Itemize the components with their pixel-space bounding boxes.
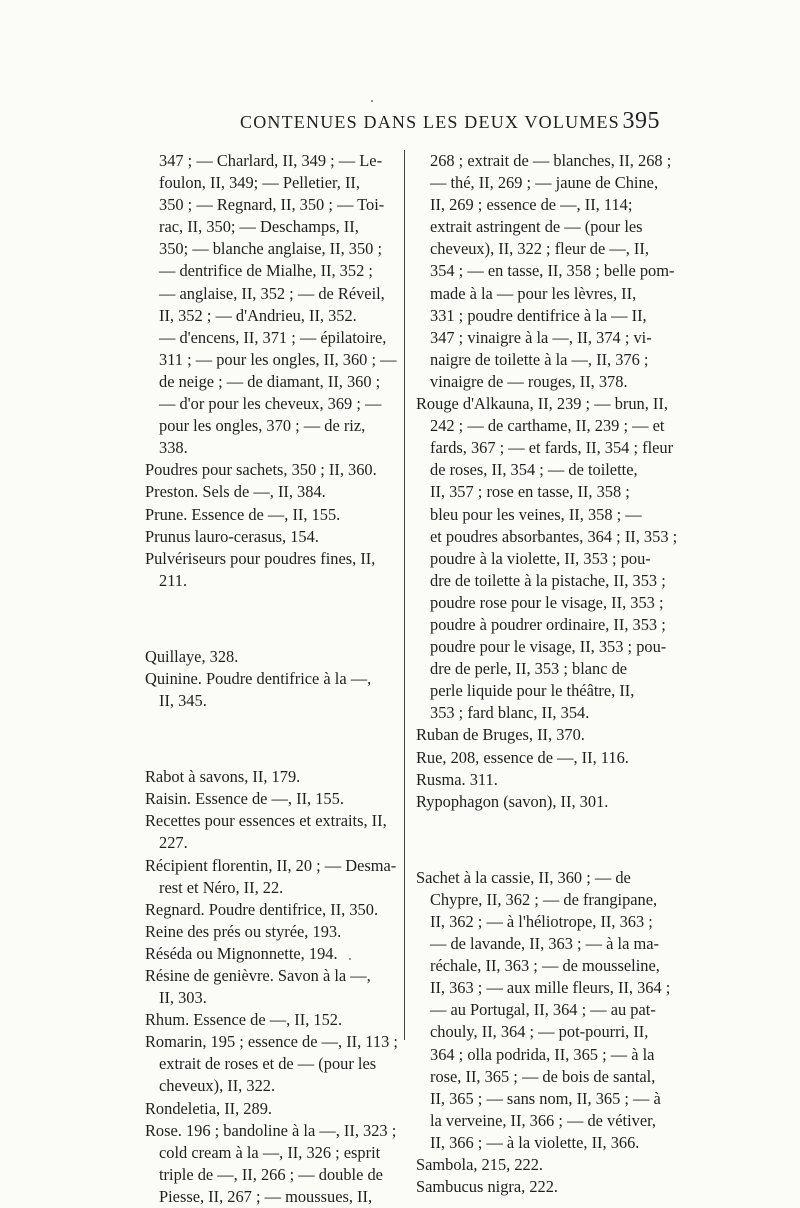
right-index-line: Rypophagon (savon), II, 301. — [416, 791, 609, 811]
right-index-line: Chypre, II, 362 ; — de frangipane, — [430, 889, 658, 909]
right-index-line: Rue, 208, essence de —, II, 116. — [416, 747, 629, 767]
left-index-line: Pulvériseurs pour poudres fines, II, — [145, 548, 376, 568]
left-index-line: 227. — [159, 833, 188, 853]
left-index-line: rest et Néro, II, 22. — [159, 877, 284, 897]
right-index-line: extrait astringent de — (pour les — [430, 217, 643, 237]
right-index-line: Rusma. 311. — [416, 769, 498, 789]
right-index-line: cheveux), II, 322 ; fleur de —, II, — [430, 239, 649, 259]
left-index-line: Piesse, II, 267 ; — moussues, II, — [159, 1186, 373, 1206]
page-number: 395 — [622, 108, 660, 134]
left-index-line: Rabot à savons, II, 179. — [145, 767, 301, 787]
left-index-line: 347 ; — Charlard, II, 349 ; — Le- — [159, 151, 383, 170]
left-index-line: — anglaise, II, 352 ; — de Réveil, — [159, 283, 385, 303]
left-index-line: Rhum. Essence de —, II, 152. — [145, 1010, 343, 1030]
right-index-line: 353 ; fard blanc, II, 354. — [430, 703, 590, 723]
left-index-line: II, 352 ; — d'Andrieu, II, 352. — [159, 305, 357, 325]
right-index-line: — de lavande, II, 363 ; — à la ma- — [430, 934, 659, 954]
left-index-line: — dentrifice de Mialhe, II, 352 ; — [159, 261, 373, 281]
left-index-line: Preston. Sels de —, II, 384. — [145, 482, 326, 502]
right-index-line: dre de toilette à la pistache, II, 353 ; — [430, 570, 666, 590]
left-index-line: II, 345. — [159, 691, 207, 711]
left-index-line: Reine des prés ou styrée, 193. — [145, 921, 342, 941]
right-index-line: bleu pour les veines, II, 358 ; — — [430, 504, 642, 524]
print-speck — [349, 958, 351, 960]
right-index-line: naigre de toilette à la —, II, 376 ; — [430, 349, 649, 369]
right-index-line: 354 ; — en tasse, II, 358 ; belle pom- — [430, 261, 675, 281]
section-gap — [145, 712, 393, 766]
section-gap — [145, 592, 393, 646]
left-index-line: Recettes pour essences et extraits, II, — [145, 811, 387, 831]
left-index-line: Raisin. Essence de —, II, 155. — [145, 789, 344, 809]
right-index-line: perle liquide pour le théâtre, II, — [430, 681, 635, 701]
left-index-column — [145, 150, 398, 1208]
left-index-line: Prune. Essence de —, II, 155. — [145, 504, 341, 524]
header-title: CONTENUES DANS LES DEUX VOLUMES — [240, 112, 620, 132]
left-index-line: triple de —, II, 266 ; — double de — [159, 1164, 383, 1184]
right-index-line: rose, II, 365 ; — de bois de santal, — [430, 1066, 656, 1086]
right-index-line: réchale, II, 363 ; — de mousseline, — [430, 956, 660, 976]
left-index-line: 338. — [159, 438, 188, 458]
left-index-line: Poudres pour sachets, 350 ; II, 360. — [145, 460, 377, 480]
left-index-line: 350 ; — Regnard, II, 350 ; — Toi- — [159, 195, 385, 215]
right-index-line: chouly, II, 364 ; — pot-pourri, II, — [430, 1022, 649, 1042]
right-index-line: — au Portugal, II, 364 ; — au pat- — [430, 1000, 656, 1020]
right-index-line: II, 269 ; essence de —, II, 114; — [430, 195, 633, 215]
left-index-line: 211. — [159, 570, 188, 590]
right-index-line: 347 ; vinaigre à la —, II, 374 ; vi- — [430, 327, 652, 347]
right-index-line: Sachet à la cassie, II, 360 ; — de — [416, 867, 631, 887]
right-index-line: poudre à poudrer ordinaire, II, 353 ; — [430, 614, 666, 634]
left-index-line: Regnard. Poudre dentifrice, II, 350. — [145, 899, 379, 919]
left-index-line: II, 303. — [159, 988, 207, 1008]
right-index-line: de roses, II, 354 ; — de toilette, — [430, 460, 638, 480]
right-index-line: II, 365 ; — sans nom, II, 365 ; — à — [430, 1088, 661, 1108]
left-index-line: Résine de genièvre. Savon à la —, — [145, 966, 371, 985]
left-index-line: 311 ; — pour les ongles, II, 360 ; — — [159, 349, 397, 369]
right-index-line: poudre à la violette, II, 353 ; pou- — [430, 548, 651, 568]
left-index-line: Réséda ou Mignonnette, 194. — [145, 943, 338, 963]
right-index-line: II, 362 ; — à l'héliotrope, II, 363 ; — [430, 912, 653, 931]
right-index-line: Ruban de Bruges, II, 370. — [416, 725, 585, 745]
right-index-line: 364 ; olla podrida, II, 365 ; — à la — [430, 1044, 655, 1064]
right-index-line: Sambucus nigra, 222. — [416, 1177, 559, 1197]
left-index-line: cold cream à la —, II, 326 ; esprit — [159, 1142, 381, 1162]
left-index-line: Quillaye, 328. — [145, 646, 239, 666]
left-index-line: cheveux), II, 322. — [159, 1076, 276, 1096]
left-index-line: 350; — blanche anglaise, II, 350 ; — [159, 239, 383, 259]
left-index-line: Rondeletia, II, 289. — [145, 1098, 272, 1118]
column-divider — [404, 150, 405, 1040]
section-gap — [416, 813, 668, 867]
left-index-line: Récipient florentin, II, 20 ; — Desma- — [145, 855, 397, 875]
left-index-line: rac, II, 350; — Deschamps, II, — [159, 217, 359, 237]
right-index-line: poudre pour le visage, II, 353 ; pou- — [430, 637, 667, 657]
left-index-line: extrait de roses et de — (pour les — [159, 1054, 377, 1074]
left-index-line: Prunus lauro-cerasus, 154. — [145, 526, 319, 546]
right-index-line: fards, 367 ; — et fards, II, 354 ; fleur — [430, 438, 674, 458]
right-index-line: II, 366 ; — à la violette, II, 366. — [430, 1132, 640, 1152]
right-index-line: 331 ; poudre dentifrice à la — II, — [430, 305, 647, 325]
print-speck — [371, 100, 373, 102]
right-index-column — [416, 150, 678, 1198]
right-index-line: 268 ; extrait de — blanches, II, 268 ; — [430, 151, 672, 170]
left-index-line: foulon, II, 349; — Pelletier, II, — [159, 173, 360, 193]
right-index-line: Rouge d'Alkauna, II, 239 ; — brun, II, — [416, 394, 668, 414]
right-index-line: et poudres absorbantes, 364 ; II, 353 ; — [430, 526, 678, 546]
right-index-line: — thé, II, 269 ; — jaune de Chine, — [430, 173, 659, 193]
right-index-line: dre de perle, II, 353 ; blanc de — [430, 659, 628, 679]
left-index-line: Rose. 196 ; bandoline à la —, II, 323 ; — [145, 1120, 397, 1140]
left-index-line: — d'or pour les cheveux, 369 ; — — [159, 394, 382, 414]
left-index-line: — d'encens, II, 371 ; — épilatoire, — [159, 327, 387, 347]
left-index-line: Quinine. Poudre dentifrice à la —, — [145, 668, 372, 688]
right-index-line: Sambola, 215, 222. — [416, 1155, 544, 1175]
right-index-line: poudre rose pour le visage, II, 353 ; — [430, 592, 664, 612]
right-index-line: II, 357 ; rose en tasse, II, 358 ; — [430, 482, 630, 502]
right-index-line: made à la — pour les lèvres, II, — [430, 283, 637, 303]
right-index-line: II, 363 ; — aux mille fleurs, II, 364 ; — [430, 978, 671, 998]
left-index-line: de neige ; — de diamant, II, 360 ; — [159, 371, 381, 391]
right-index-line: vinaigre de — rouges, II, 378. — [430, 371, 628, 391]
right-index-line: 242 ; — de carthame, II, 239 ; — et — [430, 416, 665, 436]
running-header — [240, 108, 660, 144]
right-index-line: la verveine, II, 366 ; — de vétiver, — [430, 1110, 656, 1130]
left-index-line: pour les ongles, 370 ; — de riz, — [159, 416, 366, 436]
left-index-line: Romarin, 195 ; essence de —, II, 113 ; — [145, 1032, 398, 1052]
